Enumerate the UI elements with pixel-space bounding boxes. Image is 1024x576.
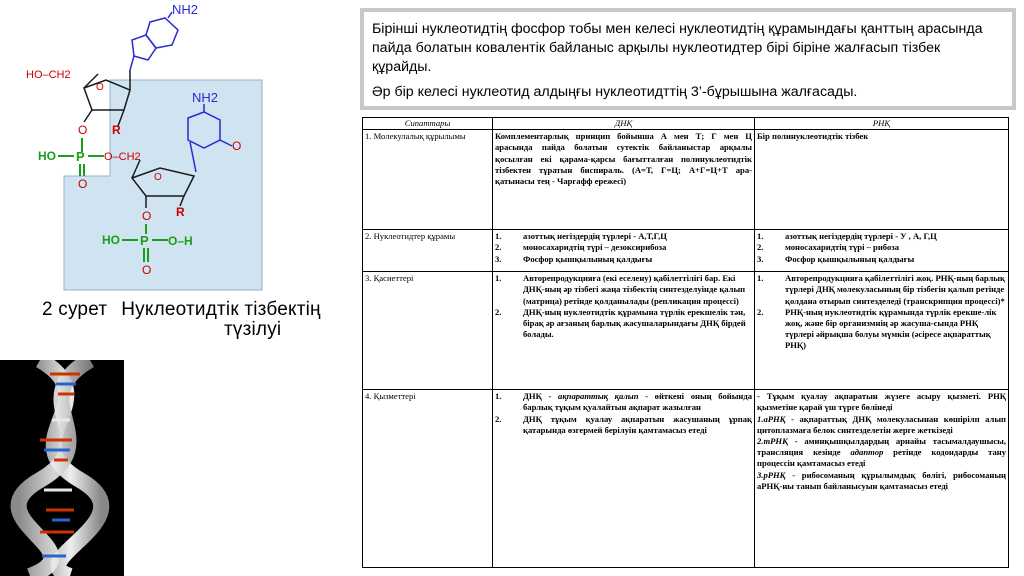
nh2-mid-label: NH2 <box>192 90 219 105</box>
caption-line-1: Нуклеотидтік тізбектің <box>121 299 321 320</box>
header-dna: ДНҚ <box>493 118 755 130</box>
nucleotide-structure-diagram <box>0 0 360 300</box>
header-rna: РНҚ <box>755 118 1009 130</box>
nucleotide-chain-figure <box>0 0 360 576</box>
rna-cell <box>755 230 1009 272</box>
ring-oxygen-2: O <box>154 172 162 183</box>
ho-label-2: HO <box>102 233 120 247</box>
list-item: 2. моносахаридтің түрі – дезоксирибоза <box>495 242 667 253</box>
intro-paragraph-1: Бірінші нуклеотидтің фосфор тобы мен келесі нуклеотидтің құрамындағы қанттың арасында пайда болатын ковалентік байланыс арқылы нуклеотидтер бірі біріне жалғасып тізбек құрайды. <box>372 21 983 75</box>
table-row <box>363 130 1009 230</box>
row-label: 2. Нуклеотидтер құрамы <box>363 230 493 272</box>
ring-oxygen-1: O <box>96 82 104 93</box>
dna-cell: Комплементарлық принцип бойынша А мен Т; Г мен Ц арасында пайда болатын сутектік байланыстар арқылы қосылған екі қарама-қарсы бағытталған полинуклеотидтік тізбектен тұратын биспираль. (А=Т, Г=Ц; А+Г=Ц+Т ара- қатынасы тең - Чаргафф ережесі) <box>493 130 755 230</box>
ho-ch2-label: HO–CH2 <box>26 69 71 81</box>
oh-label: O–H <box>168 234 193 248</box>
rna-cell <box>755 272 1009 390</box>
o-label-2: O <box>142 209 152 223</box>
intro-paragraph-2: Әр бір келесі нуклеотид алдыңғы нуклеотидттің 3’-бұрышына жалғасады. <box>372 84 858 100</box>
row-label: 3. Қасиеттері <box>363 272 493 390</box>
dna-cell <box>493 230 755 272</box>
nh2-top-label: NH2 <box>172 2 199 17</box>
ho-label-1: HO <box>38 149 56 163</box>
list-item: 3. Фосфор қышқылының қалдығы <box>495 253 653 264</box>
list-item: 1. азоттық негіздердің түрлері - У , А, Г,Ц <box>757 231 937 242</box>
figure-number: 2 сурет <box>42 299 108 320</box>
rna-function-intro: - Тұқым қуалау ақпаратын жүзеге асыру қызметі. РНҚ қызметіне қарай үш түрге бөлінеді <box>757 391 1006 413</box>
o-label-1: O <box>78 123 88 137</box>
rna-cell: Бір полинуклеотидтік тізбек <box>755 130 1009 230</box>
list-item: 3. Фосфор қышқылының қалдығы <box>757 253 915 264</box>
dna-cell <box>493 272 755 390</box>
row-label: 1. Молекулалық құрылымы <box>363 130 493 230</box>
rna-function-mrna: 1.аРНҚ - ақпараттық ДНҚ молекуласынан көшірілп алып цитоплазмаға белок синтезделетін жерге жеткізеді <box>757 413 1006 435</box>
list-item: 1. Авторепродукцияға қабілеттілігі жоқ. РНҚ-ның барлық түрлері ДНҚ молекуласының бір тізбегін қалып ретінде қолдана отырып синтезделеді (транскрипция процессі)* <box>757 273 1005 306</box>
list-item: 1. ДНҚ - ақпараттық қалып - өйткені оның бойында барлық тұқым қуалайтын ақпарат жазылған <box>495 391 752 413</box>
r-label-1: R <box>112 123 121 137</box>
list-item: 2. ДНҚ-ның нуклеотидтік құрамына түрлік ерекшелік тән, бірақ әр ағзаның барлық жасушаларындағы ДНҚ бірдей болады. <box>495 306 746 340</box>
intro-text-box <box>360 8 1016 110</box>
rna-function-rrna: 3.рРНҚ - рибосоманың құрылымдық бөлігі, рибосоманың аРНҚ-ны танып байланысуын қамтамасыз етеді <box>757 469 1006 491</box>
highlight-region <box>64 80 262 290</box>
row-label: 4. Қызметтері <box>363 390 493 568</box>
figure-caption <box>42 300 342 340</box>
phosphorus-1: P <box>76 149 85 164</box>
table-header-row <box>363 118 1009 130</box>
list-item: 1. Авторепродукцияға (екі еселену) қабілеттілігі бар. Екі ДНҚ-ның әр тізбегі жаңа тізбектің синтезделуінде қалып (матрица) ретінде қолданылады (репликация процессі) <box>495 273 746 306</box>
o-double-2: O <box>142 263 152 277</box>
table-row <box>363 272 1009 390</box>
phosphorus-2: P <box>140 233 149 248</box>
table-row <box>363 230 1009 272</box>
list-item: 2. моносахаридтің түрі – рибоза <box>757 242 900 253</box>
rna-function-trna: 2.тРНҚ - аминқышқылдардың арнайы тасымалдаушысы, трансляция кезінде адаптор ретінде кодондарды тану процессін қамтамасыз етеді <box>757 436 1007 469</box>
list-item: 2. ДНҚ тұқым қуалау ақпаратын жасушаның ұрпақ қатарында өзгермей берілуін қамтамасыз етеді <box>495 413 752 435</box>
rna-cell <box>755 390 1009 568</box>
list-item: 2. РНҚ-ның нуклеотидтік құрамында түрлік ерекше-лік жоқ, және бір организмнің әр жасуша-сында РНҚ түрлері әйрықша болуы мүмкін (әсіресе ақпараттық РНҚ) <box>757 306 997 351</box>
dna-rna-comparison-table <box>362 117 1009 568</box>
adenine-base <box>130 12 178 70</box>
r-label-2: R <box>176 205 185 219</box>
dna-cell <box>493 390 755 568</box>
o-double-1: O <box>78 177 88 191</box>
dna-helix-image <box>0 360 124 576</box>
o-ch2-label: O–CH2 <box>104 151 141 163</box>
caption-line-2: түзілуі <box>224 319 282 340</box>
header-property: Сипаттары <box>363 118 493 130</box>
oxo-label: O <box>232 139 242 153</box>
table-row <box>363 390 1009 568</box>
list-item: 1. азоттық негіздердің түрлері - А,Т,Г,Ц <box>495 231 667 242</box>
